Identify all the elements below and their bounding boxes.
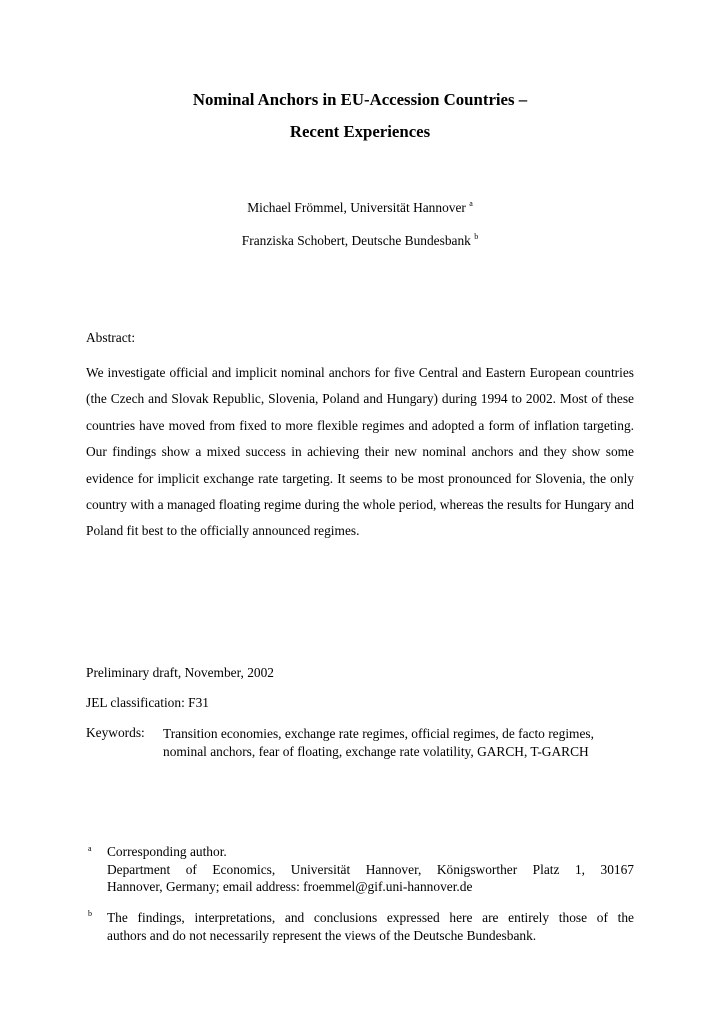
author-2-footnote-mark: b bbox=[474, 232, 479, 241]
footnote-a-line-2: Department of Economics, Universität Hannover, Königsworther Platz 1, 30167 bbox=[107, 861, 634, 877]
author-1-name: Michael Frömmel, Universität Hannover bbox=[247, 200, 466, 215]
paper-title-line-1: Nominal Anchors in EU-Accession Countries – bbox=[192, 90, 528, 109]
footnote-b-text bbox=[107, 909, 634, 944]
keywords-line-1: Transition economies, exchange rate regimes, official regimes, de facto regimes, bbox=[163, 726, 594, 741]
jel-classification: JEL classification: F31 bbox=[86, 695, 209, 710]
footnote-a-text bbox=[107, 843, 634, 896]
keywords-line-2: nominal anchors, fear of floating, exchange rate volatility, GARCH, T-GARCH bbox=[163, 743, 589, 759]
author-2-name: Franziska Schobert, Deutsche Bundesbank bbox=[241, 233, 471, 248]
keywords-text bbox=[163, 725, 643, 760]
author-1 bbox=[0, 200, 720, 216]
footnote-b-line-2: authors and do not necessarily represent the views of the Deutsche Bundesbank. bbox=[107, 927, 537, 943]
author-2 bbox=[0, 233, 720, 249]
abstract-label: Abstract: bbox=[86, 330, 136, 345]
footnote-a-line-3: Hannover, Germany; email address: froemmel@gif.uni-hannover.de bbox=[107, 879, 473, 894]
author-1-footnote-mark: a bbox=[469, 199, 473, 208]
abstract-text: We investigate official and implicit nominal anchors for five Central and Eastern European countries (the Czech and Slovak Republic, Slovenia, Poland and Hungary) during 1994 to 2002. Most of these countries have moved from fixed to more flexible regimes and adopted a form of inflation targeting. Our findings show a mixed success in achieving their new nominal anchors and they show some evidence for implicit exchange rate targeting. It seems to be most pronounced for Slovenia, the only country with a managed floating regime during the whole period, whereas the results for Hungary and Poland fit best to the officially announced regimes. bbox=[86, 365, 634, 539]
footnote-b-line-1: The findings, interpretations, and conclusions expressed here are entirely those of the bbox=[107, 910, 634, 925]
keywords-label: Keywords: bbox=[86, 725, 145, 740]
paper-title-line-2: Recent Experiences bbox=[289, 122, 431, 141]
footnote-a-mark: a bbox=[88, 844, 92, 853]
footnote-b-mark: b bbox=[88, 909, 92, 918]
draft-date: Preliminary draft, November, 2002 bbox=[86, 665, 274, 680]
footnote-a-line-1: Corresponding author. bbox=[107, 844, 227, 859]
